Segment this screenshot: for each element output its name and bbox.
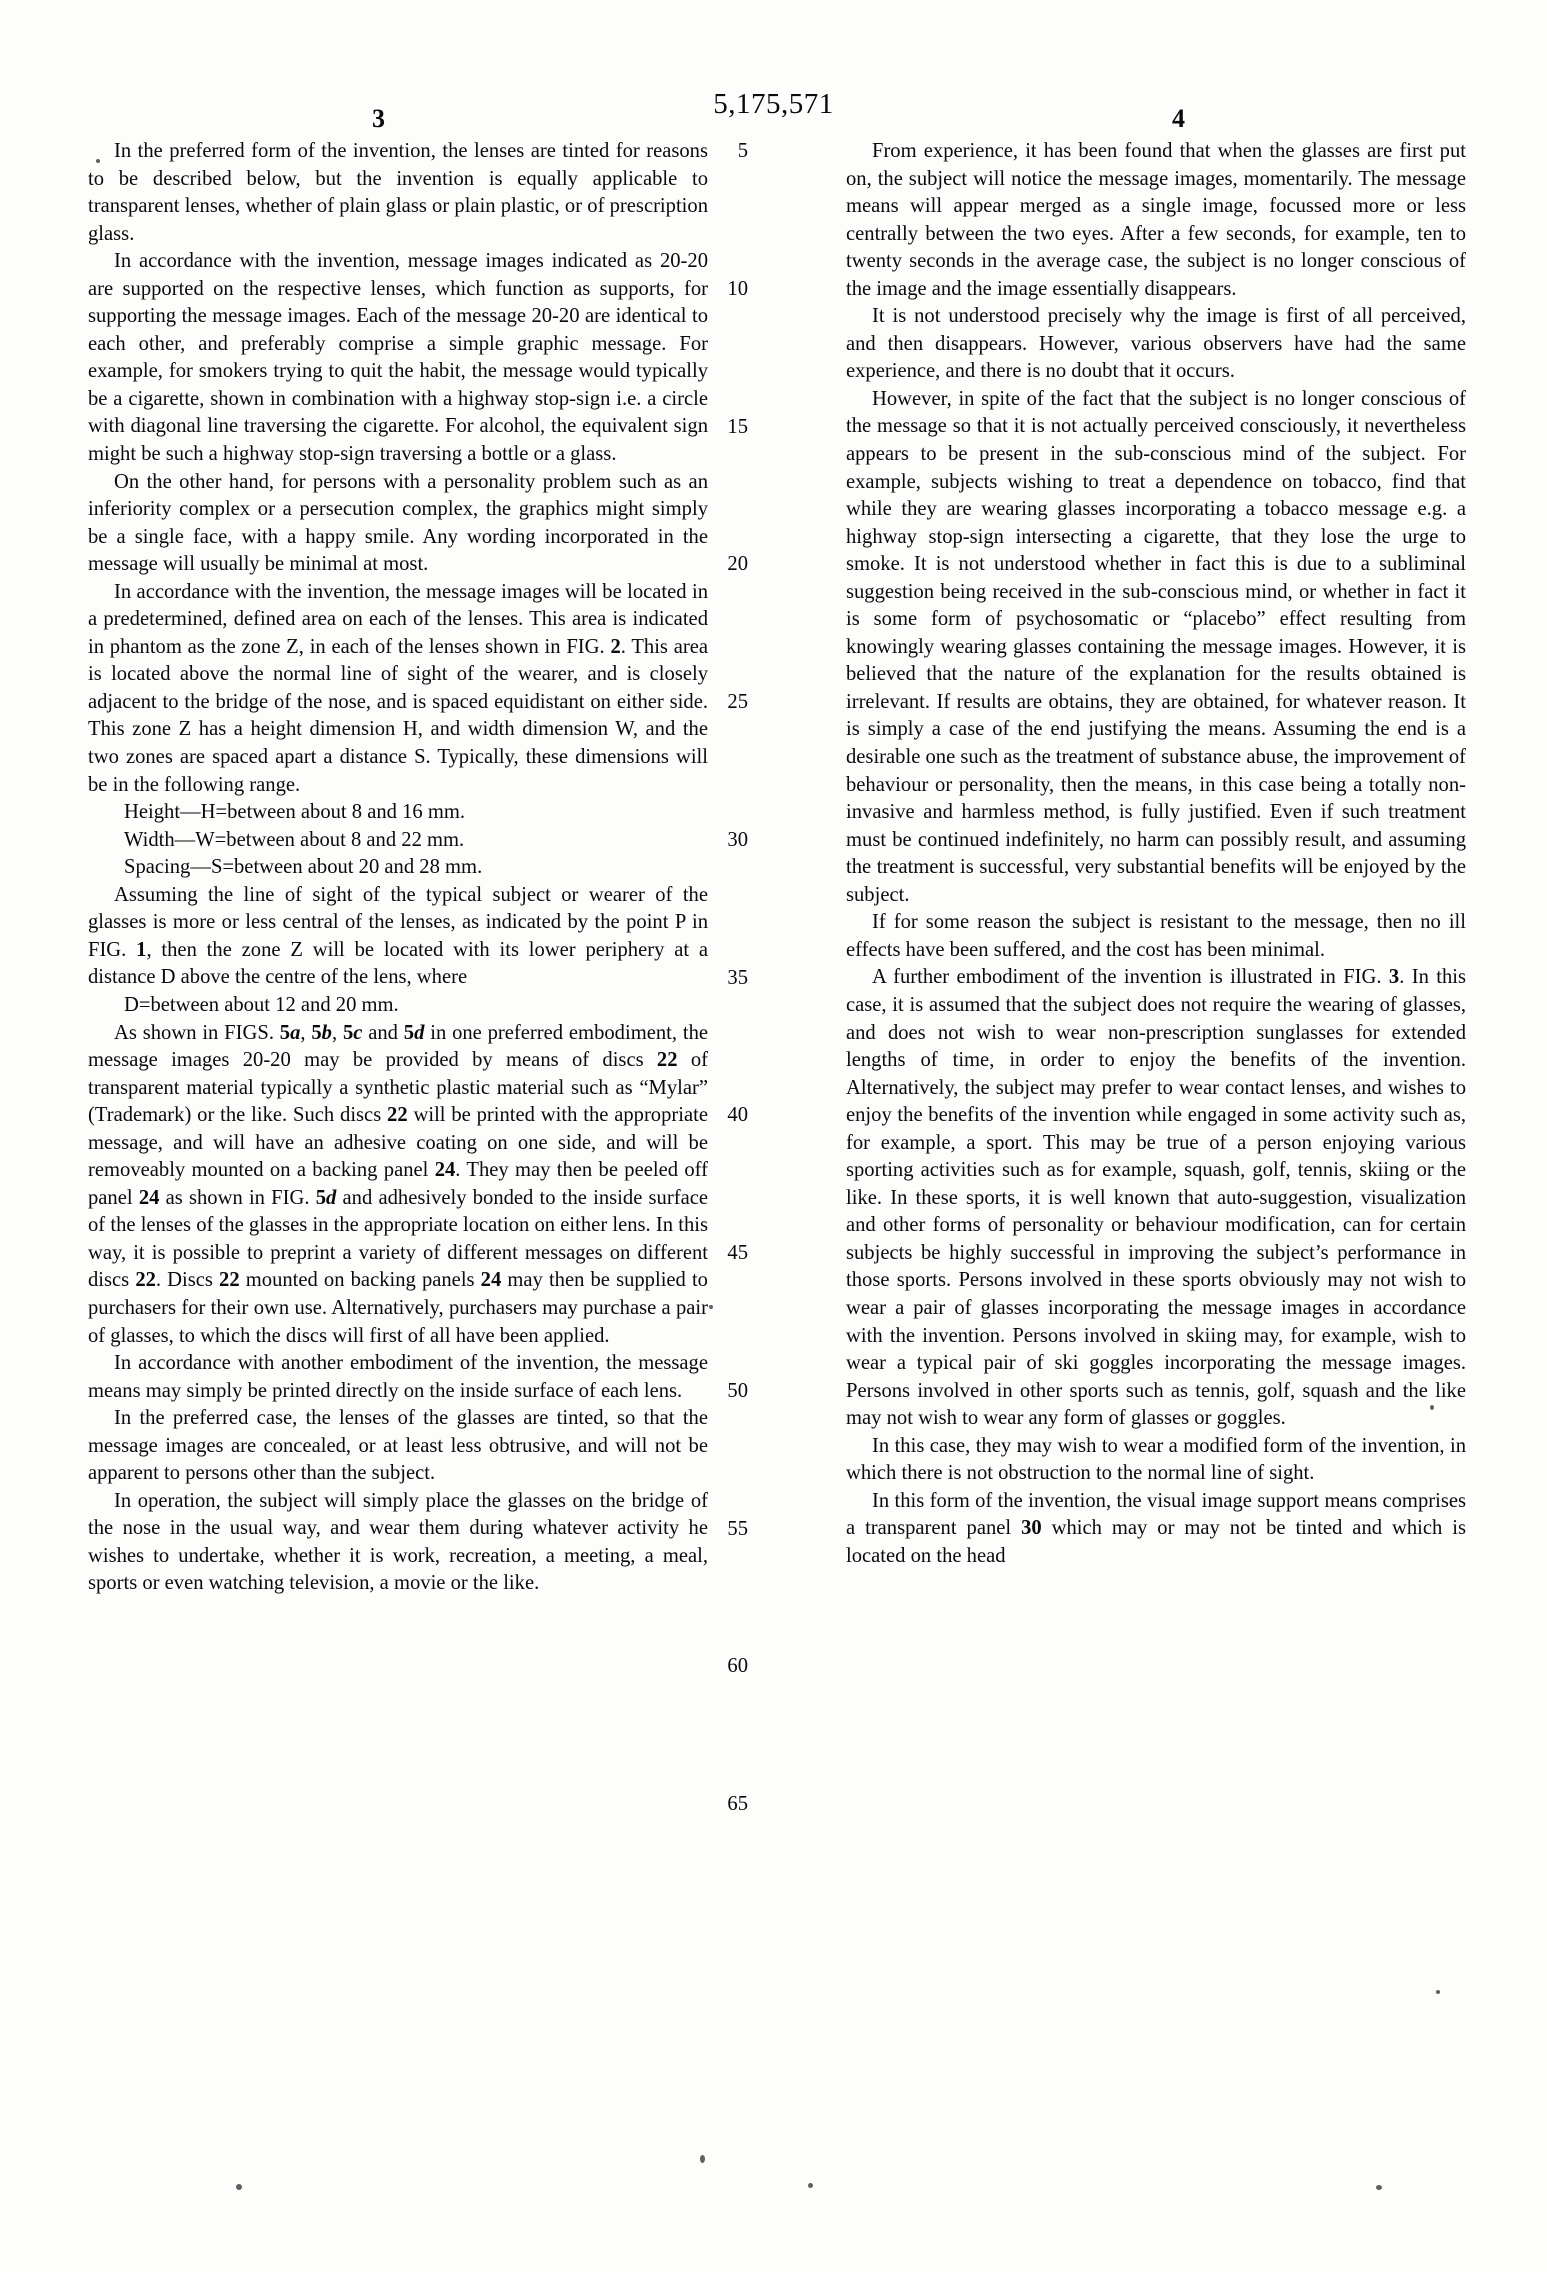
text-run: as shown in FIG. — [159, 1186, 316, 1209]
line-number: 65 — [727, 1793, 748, 1815]
reference-numeral: 24 — [480, 1269, 502, 1292]
text-run: , — [331, 1021, 343, 1044]
paragraph: In accordance with another embodiment of the invention, the message means may simply be printed directly on the inside surface of each lens. — [88, 1352, 708, 1402]
text-run: and — [362, 1021, 404, 1044]
scan-speck — [236, 2184, 242, 2190]
paragraph: On the other hand, for persons with a personality problem such as an inferiority complex or a persecution complex, the graphics might simply be a single face, with a happy smile. Any wording incorporated in the message will usually be minimal at most. — [88, 470, 708, 576]
paragraph: It is not understood precisely why the image is first of all perceived, and then disappears. However, various observers have had the same experience, and there is no doubt that it occurs. — [846, 305, 1466, 383]
scan-speck — [1436, 1990, 1440, 1994]
reference-numeral: 22 — [387, 1104, 408, 1127]
paragraph: In the preferred form of the invention, the lenses are tinted for reasons to be described below, but the invention is equally applicable to transparent lenses, whether of plain glass or plain plastic, or of prescription glass. — [88, 140, 708, 245]
reference-numeral: 24 — [434, 1159, 456, 1182]
definition-height: Height—H=between about 8 and 16 mm. — [124, 801, 466, 824]
definition-distance-d: D=between about 12 and 20 mm. — [124, 993, 399, 1016]
paragraph: In this case, they may wish to wear a modified form of the invention, in which there is not obstruction to the normal line of sight. — [846, 1434, 1466, 1485]
figure-reference: 5 — [315, 1186, 327, 1209]
paragraph: In operation, the subject will simply place the glasses on the bridge of the nose in the usual way, and wear them during whatever activity he wishes to undertake, whether it is work, recreation, a meeting, a meal, sports or even watching television, a movie or the like. — [88, 1489, 708, 1595]
figure-suffix: d — [414, 1021, 425, 1044]
reference-numeral: 22 — [135, 1269, 156, 1292]
column-number-right: 4 — [1172, 104, 1185, 133]
text-run: . This area is located above the normal line of sight of the wearer, and is closely adjacent to the bridge of the nose, and is spaced equidistant on either side. This zone Z has a height dimension H, and width dimension W, and the two zones are spaced apart a distance S. Typically, these dimensions will be in the following range. — [88, 635, 708, 796]
line-number: 50 — [727, 1379, 748, 1402]
paragraph-final — [846, 1488, 1466, 1571]
text-run: , — [300, 1021, 312, 1044]
scan-speck — [808, 2183, 813, 2188]
line-number: 30 — [727, 828, 748, 851]
text-run: may then be supplied to purchasers for their own use. Alternatively, purchasers may purchase a pair of glasses, to which the discs will first of all have been applied. — [88, 1269, 708, 1347]
figure-suffix: a — [290, 1021, 301, 1044]
line-number: 35 — [727, 966, 748, 989]
paragraph-figs5 — [88, 1020, 708, 1351]
paragraph-assuming — [88, 882, 708, 992]
column-left — [88, 138, 708, 1598]
definition-spacing: Spacing—S=between about 20 and 28 mm. — [124, 856, 483, 879]
line-number: 55 — [727, 1517, 748, 1540]
patent-number: 5,175,571 — [713, 88, 834, 120]
line-number: 20 — [727, 553, 748, 576]
figure-reference: 5 — [403, 1021, 415, 1044]
line-number: 45 — [727, 1242, 748, 1264]
column-number-left: 3 — [372, 104, 385, 133]
text-run: which may or may not be tinted and which is located on the head — [846, 1517, 1466, 1567]
figure-suffix: b — [321, 1021, 332, 1044]
figure-reference: 1 — [136, 938, 147, 961]
text-run: Assuming the line of sight of the typical subject or wearer of the glasses is more or less central of the lenses, as indicated by the point P in FIG. — [88, 883, 708, 961]
text-run: . Discs — [155, 1269, 220, 1292]
text-run: in one preferred embodiment, the message images 20-20 may be provided by means of discs — [88, 1021, 709, 1072]
text-run: A further embodiment of the invention is illustrated in FIG. — [872, 966, 1389, 989]
text-run: and adhesively bonded to the inside surface of the lenses of the glasses in the appropriate location on either lens. In this way, it is possible to preprint a variety of different messages on different discs — [88, 1186, 708, 1292]
text-run: . They may then be peeled off panel — [88, 1159, 708, 1209]
text-run: of transparent material typically a synthetic plastic material such as “Mylar” (Trademark) or the like. Such discs — [88, 1049, 708, 1127]
line-number: 60 — [727, 1655, 748, 1678]
paragraph: However, in spite of the fact that the subject is no longer conscious of the message so that it is not actually perceived consciously, it nevertheless appears to be present in the sub-conscious mind of the subject. For example, subjects wishing to treat a dependence on tobacco, find that while they are wearing glasses incorporating a tobacco message e.g. a highway stop-sign intersecting a cigarette, that they lose the urge to smoke. It is not understood whether in fact this is due to a subliminal suggestion being received in the sub-conscious mind, or whether in fact it is some form of psychosomatic or “placebo” effect resulting from knowingly wearing glasses containing the message images. However, it is believed that the nature of the explanation for the results obtained is irrelevant. If results are obtains, they are obtained, for whatever reason. It is simply a case of the end justifying the means. Assuming the end is a desirable one such as the treatment of substance abuse, the improvement of behaviour or personality, then the means, in this case being a totally non-invasive and harmless method, is fully justified. Even if such treatment must be continued indefinitely, no harm can possibly result, and assuming the treatment is successful, very substantial benefits will be enjoyed by the subject. — [846, 387, 1466, 906]
line-number: 40 — [727, 1104, 748, 1127]
figure-reference: 2 — [610, 635, 621, 658]
figure-reference: 5 — [342, 1021, 354, 1044]
text-run: As shown in FIGS. — [114, 1021, 280, 1044]
line-number: 10 — [727, 277, 748, 300]
text-run: In accordance with the invention, the message images will be located in a predetermined, defined area on each of the lenses. This area is indicated in phantom as the zone Z, in each of the lenses shown in FIG. — [88, 580, 708, 658]
text-run: , then the zone Z will be located with its lower periphery at a distance D above the centre of the lens, where — [88, 938, 709, 989]
line-number: 25 — [727, 691, 748, 713]
figure-suffix: c — [353, 1021, 363, 1044]
reference-numeral: 24 — [138, 1186, 160, 1209]
text-run: mounted on backing panels — [239, 1269, 481, 1292]
reference-numeral: 22 — [656, 1049, 678, 1072]
reference-numeral: 30 — [1021, 1517, 1042, 1540]
figure-suffix: d — [326, 1186, 337, 1209]
definition-width: Width—W=between about 8 and 22 mm. — [124, 828, 465, 851]
figure-reference: 5 — [311, 1021, 322, 1044]
paragraph-fig3 — [846, 964, 1466, 1432]
column-right — [846, 138, 1466, 1598]
paragraph: In accordance with the invention, message images indicated as 20-20 are supported on the respective lenses, which function as supports, for supporting the message images. Each of the message 20-20 are identical to each other, and preferably comprise a simple graphic message. For example, for smokers trying to quit the habit, the message would typically be a cigarette, shown in combination with a highway stop-sign i.e. a circle with diagonal line traversing the cigarette. For alcohol, the equivalent sign might be such a highway stop-sign traversing a bottle or a glass. — [88, 250, 708, 466]
scan-speck — [700, 2155, 705, 2163]
scan-speck — [1376, 2185, 1382, 2190]
paragraph: If for some reason the subject is resistant to the message, then no ill effects have been suffered, and the cost has been minimal. — [846, 911, 1466, 961]
paragraph-zone-z — [88, 579, 708, 799]
line-number: 5 — [737, 140, 748, 162]
line-number: 15 — [727, 415, 748, 438]
text-columns — [88, 138, 1466, 1598]
text-run: . In this case, it is assumed that the subject does not require the wearing of glasses, and does not wish to wear non-prescription sunglasses for extended lengths of time, in order to enjoy the benefits of the invention. Alternatively, the subject may prefer to wear contact lenses, and wishes to enjoy the benefits of the invention while engaged in some activity such as, for example, a sport. This may be true of a person enjoying various sporting activities such as for example, squash, golf, tennis, skiing or the like. In these sports, it is well known that auto-suggestion, visualization and other forms of personality or behaviour modification, can for certain subjects be highly successful in improving the subject’s performance in those sports. Persons involved in these sports obviously may not wish to wear a pair of glasses incorporating the message images in accordance with the invention. Persons involved in skiing may, for example, wish to wear a typical pair of ski goggles incorporating the message images. Persons involved in other sports such as tennis, golf, squash and the like may not wish to wear any form of glasses or goggles. — [846, 966, 1466, 1430]
paragraph: In the preferred case, the lenses of the glasses are tinted, so that the message images are concealed, or at least less obtrusive, and will not be apparent to persons other than the subject. — [88, 1407, 708, 1485]
figure-reference: 3 — [1388, 966, 1400, 989]
reference-numeral: 22 — [219, 1269, 240, 1292]
text-run: In this form of the invention, the visual image support means comprises a transparent panel — [846, 1489, 1466, 1540]
text-run: will be printed with the appropriate message, and will have an adhesive coating on one side, and will be removeably mounted on a backing panel — [88, 1104, 708, 1182]
paragraph: From experience, it has been found that when the glasses are first put on, the subject will notice the message images, momentarily. The message means will appear merged as a single image, focussed more or less centrally between the two eyes. After a few seconds, for example, ten to twenty seconds in the average case, the subject is no longer conscious of the image and the image essentially disappears. — [846, 140, 1466, 300]
figure-reference: 5 — [279, 1021, 291, 1044]
